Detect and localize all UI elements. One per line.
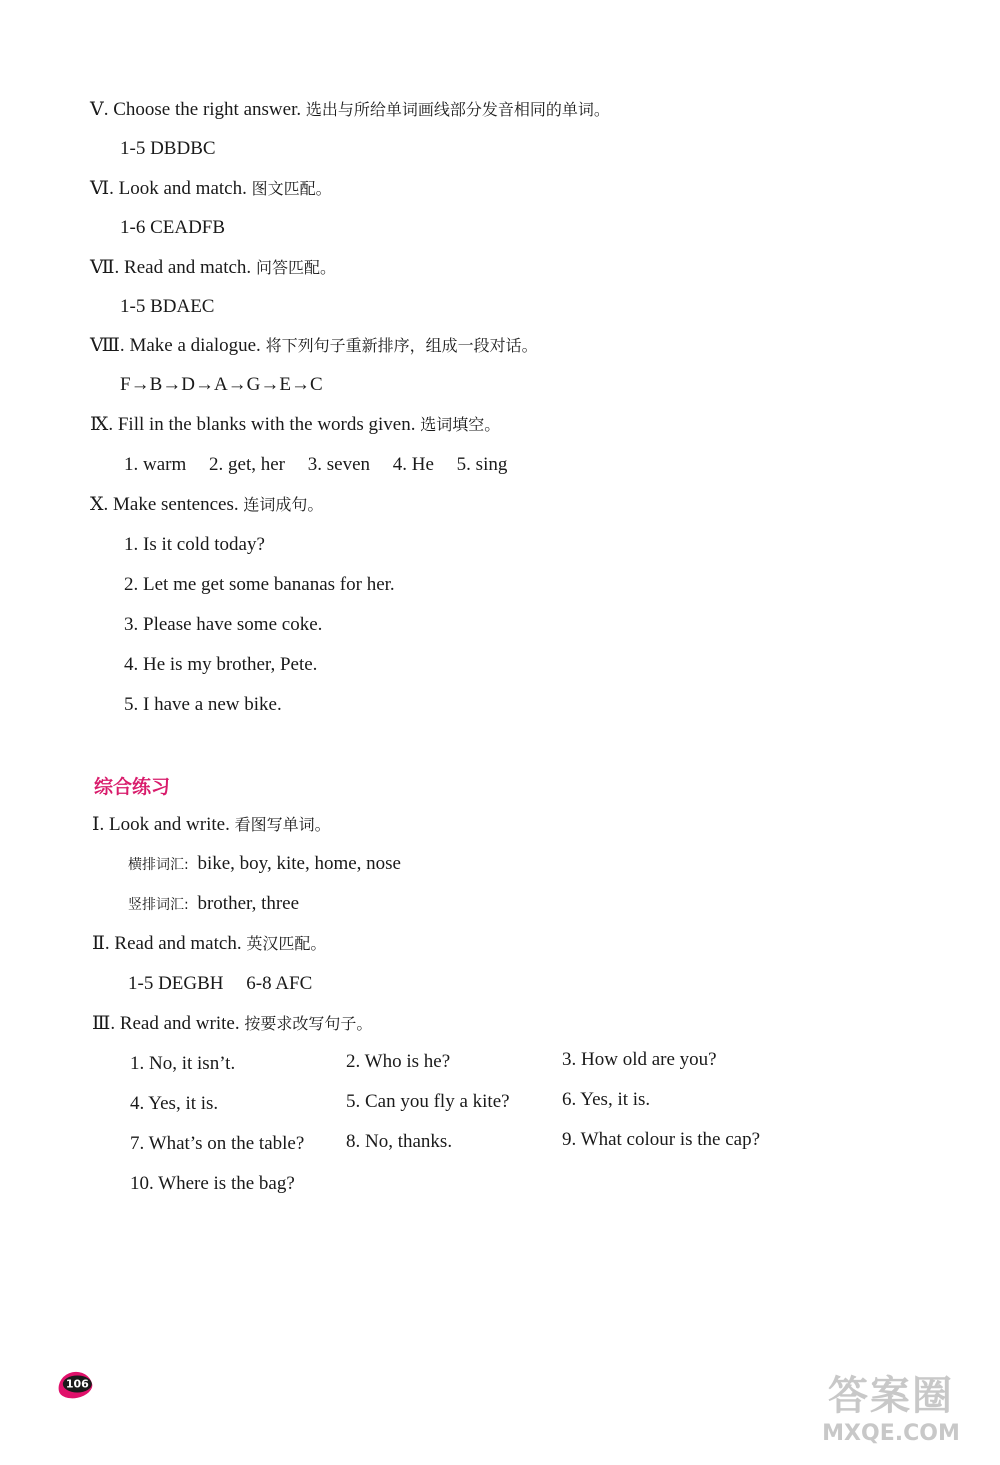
answer-iii-5: 5. Can you fly a kite? — [346, 1091, 510, 1112]
item-number: Ⅸ. — [90, 414, 114, 435]
answer-item: 1-5 DEGBH — [128, 973, 224, 994]
answer-ix — [124, 453, 507, 477]
answer-iii-1: 1. No, it isn’t. — [130, 1053, 236, 1074]
item-instruction-cn: 将下列句子重新排序，组成一段对话。 — [265, 336, 538, 355]
question-header-viii — [90, 334, 538, 358]
item-number: Ⅴ. — [90, 99, 109, 120]
down-words — [128, 892, 299, 917]
watermark-url: MXQE.COM — [822, 1421, 960, 1446]
answer-iii-9: 9. What colour is the cap? — [562, 1129, 761, 1150]
watermark-logo: 答案圈 — [828, 1373, 954, 1419]
item-instruction-cn: 按要求改写句子。 — [244, 1014, 373, 1033]
answer-viii: F→B→D→A→G→E→C — [120, 374, 323, 395]
item-number: Ⅲ. — [92, 1013, 116, 1034]
question-header-vii — [90, 256, 336, 280]
item-instruction-cn: 英汉匹配。 — [246, 934, 327, 953]
item-number: Ⅵ. — [90, 178, 114, 199]
item-instruction-cn: 选出与所给单词画线部分发音相同的单词。 — [305, 100, 610, 119]
item-instruction: Look and write. — [109, 814, 230, 835]
page-number-badge — [56, 1369, 95, 1402]
page-number: 106 — [63, 1375, 92, 1392]
answer-item: 3. seven — [307, 454, 371, 475]
answer-x-3: 3. Please have some coke. — [124, 614, 323, 635]
item-instruction: Read and match. — [114, 933, 242, 954]
answer-item: 4. He — [392, 454, 434, 475]
answer-x-4: 4. He is my brother, Pete. — [124, 654, 318, 675]
item-instruction-cn: 图文匹配。 — [251, 179, 332, 198]
down-label: 竖排词汇: — [128, 897, 189, 913]
answer-x-2: 2. Let me get some bananas for her. — [124, 574, 395, 595]
down-value: brother, three — [197, 893, 300, 914]
question-header-ii — [92, 932, 326, 956]
answer-x-5: 5. I have a new bike. — [124, 694, 282, 715]
question-header-i — [92, 813, 331, 837]
item-instruction-cn: 连词成句。 — [243, 495, 324, 514]
item-number: Ⅶ. — [90, 257, 120, 278]
answer-iii-10: 10. Where is the bag? — [130, 1173, 295, 1194]
answer-item: 5. sing — [456, 454, 508, 475]
item-instruction-cn: 选词填空。 — [420, 415, 501, 434]
item-instruction: Read and write. — [119, 1013, 240, 1034]
item-instruction-cn: 问答匹配。 — [255, 258, 336, 277]
answer-item: 2. get, her — [209, 454, 285, 475]
across-value: bike, boy, kite, home, nose — [197, 853, 401, 874]
answer-vii: 1-5 BDAEC — [120, 296, 215, 317]
item-instruction: Look and match. — [118, 178, 247, 199]
item-number: Ⅷ. — [90, 335, 125, 356]
question-header-ix — [90, 413, 500, 437]
answer-ii — [128, 972, 312, 996]
item-number: Ⅰ. — [92, 814, 105, 835]
across-label: 横排词汇: — [128, 857, 189, 873]
item-instruction: Make sentences. — [113, 494, 239, 515]
answer-item: 6-8 AFC — [246, 973, 313, 994]
answer-v: 1-5 DBDBC — [120, 138, 216, 159]
item-instruction-cn: 看图写单词。 — [234, 815, 331, 834]
answer-item: 1. warm — [124, 454, 187, 475]
answer-iii-4: 4. Yes, it is. — [130, 1093, 219, 1114]
question-header-v — [90, 98, 610, 122]
item-instruction: Make a dialogue. — [129, 335, 261, 356]
item-number: Ⅱ. — [92, 933, 110, 954]
question-header-x — [90, 493, 323, 517]
item-instruction: Read and match. — [124, 257, 252, 278]
answer-vi: 1-6 CEADFB — [120, 217, 226, 238]
item-instruction: Choose the right answer. — [113, 99, 302, 120]
item-instruction: Fill in the blanks with the words given. — [117, 414, 416, 435]
answer-iii-6: 6. Yes, it is. — [562, 1089, 651, 1110]
answer-iii-3: 3. How old are you? — [562, 1049, 717, 1070]
question-header-iii — [92, 1012, 372, 1036]
section-title: 综合练习 — [94, 776, 171, 798]
answer-iii-7: 7. What’s on the table? — [130, 1133, 305, 1154]
watermark — [796, 1372, 986, 1458]
across-words — [128, 852, 401, 877]
answer-iii-2: 2. Who is he? — [346, 1051, 451, 1072]
answer-x-1: 1. Is it cold today? — [124, 534, 265, 555]
answer-iii-8: 8. No, thanks. — [346, 1131, 453, 1152]
item-number: Ⅹ. — [90, 494, 109, 515]
question-header-vi — [90, 177, 332, 201]
